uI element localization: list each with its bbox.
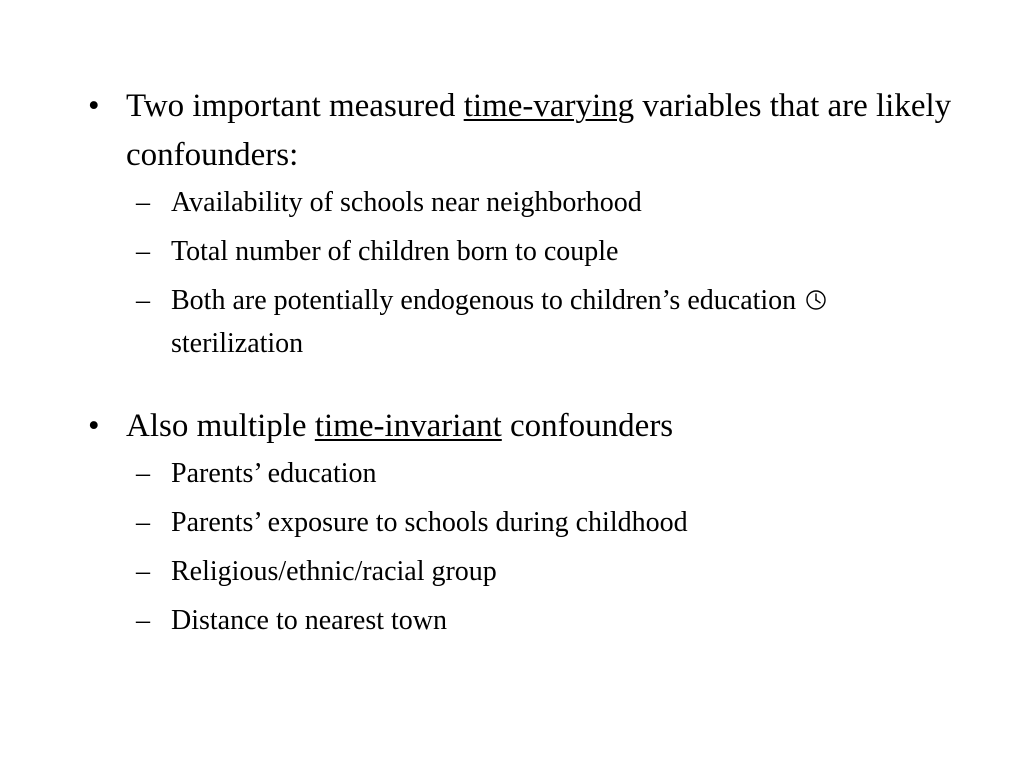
sub-item-text: Religious/ethnic/racial group <box>171 556 497 587</box>
sub-list-time-invariant <box>136 453 968 641</box>
sub-marker: – <box>136 285 150 316</box>
sub-item-text <box>171 280 968 364</box>
bullet-marker: • <box>88 88 100 124</box>
sub-marker: – <box>136 556 150 587</box>
bullet-text <box>126 82 968 180</box>
bullet-time-invariant <box>88 402 968 451</box>
sub-marker: – <box>136 507 150 538</box>
sub-item <box>136 182 968 223</box>
sub-item-text-end: sterilization <box>171 328 304 359</box>
sub-item <box>136 453 968 494</box>
sub-marker: – <box>136 458 150 489</box>
sub-item-endogenous <box>136 280 968 364</box>
sub-item-text: Availability of schools near neighborhood <box>171 187 642 218</box>
bullet-time-varying <box>88 82 968 180</box>
bullet-marker: • <box>88 408 100 444</box>
sub-item-text: Parents’ exposure to schools during childhood <box>171 507 688 538</box>
sub-item-text: Parents’ education <box>171 458 377 489</box>
emphasis-time-varying: time-varying <box>463 88 635 124</box>
bullet-text-end: variables that are likely confounders: <box>126 88 952 173</box>
clock-icon <box>805 282 827 323</box>
sub-marker: – <box>136 236 150 267</box>
sub-item <box>136 502 968 543</box>
slide-body <box>88 82 968 649</box>
sub-item-text: Total number of children born to couple <box>171 236 619 267</box>
emphasis-time-invariant: time-invariant <box>314 408 502 444</box>
sub-item <box>136 231 968 272</box>
sub-item-text: Distance to nearest town <box>171 605 448 636</box>
sub-list-time-varying <box>136 182 968 364</box>
bullet-text-start: Also multiple <box>126 408 315 444</box>
bullet-text-start: Two important measured <box>126 88 464 124</box>
sub-marker: – <box>136 187 150 218</box>
spacer <box>88 372 968 402</box>
sub-item <box>136 551 968 592</box>
bullet-text-end: confounders <box>501 408 674 444</box>
bullet-text <box>126 402 968 451</box>
sub-item <box>136 600 968 641</box>
sub-marker: – <box>136 605 150 636</box>
sub-item-text-start: Both are potentially endogenous to children’s education <box>171 285 804 316</box>
